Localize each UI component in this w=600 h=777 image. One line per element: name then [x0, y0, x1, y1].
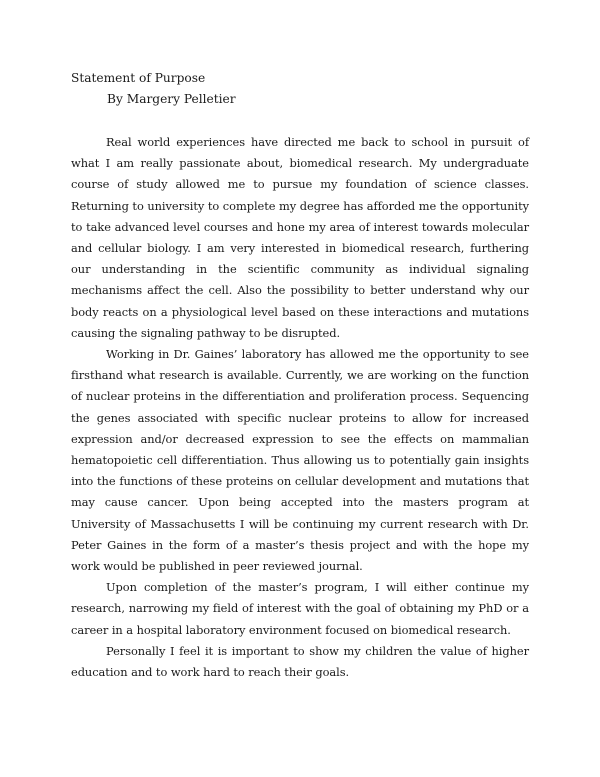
paragraph-3: Upon completion of the master’s program, I will either continue my research, narrowing my field of interest with the goal of obtaining my PhD or a career in a hospital laboratory environment focused on biomedical research.: [71, 580, 529, 637]
paragraph-2: Working in Dr. Gaines’ laboratory has allowed me the opportunity to see firsthand what research is available. Currently, we are working on the function of nuclear proteins in the differentiation and proliferation process. Sequencing the genes associated with specific nuclear proteins to allow for increased expression and/or decreased expression to see the effects on mammalian hematopoietic cell differentiation. Thus allowing us to potentially gain insights into the functions of these proteins on cellular development and mutations that may cause cancer. Upon being accepted into the masters program at University of Massachusetts I will be continuing my current research with Dr. Peter Gaines in the form of a master’s thesis project and with the hope my work would be published in peer reviewed journal.: [71, 347, 529, 574]
paragraph-1: Real world experiences have directed me back to school in pursuit of what I am really passionate about, biomedical research. My undergraduate course of study allowed me to pursue my foundation of science classes. Returning to university to complete my degree has afforded me the opportunity to take advanced level courses and hone my area of interest towards molecular and cellular biology. I am very interested in biomedical research, furthering our understanding in the scientific community as individual signaling mechanisms affect the cell. Also the possibility to better understand why our body reacts on a physiological level based on these interactions and mutations causing the signaling pathway to be disrupted.: [71, 135, 529, 340]
author-line: By Margery Pelletier: [107, 92, 236, 106]
paragraph-4: Personally I feel it is important to show my children the value of higher education and to work hard to reach their goals.: [71, 643, 529, 680]
document-title: Statement of Purpose: [71, 71, 206, 85]
document-body: [71, 132, 529, 683]
